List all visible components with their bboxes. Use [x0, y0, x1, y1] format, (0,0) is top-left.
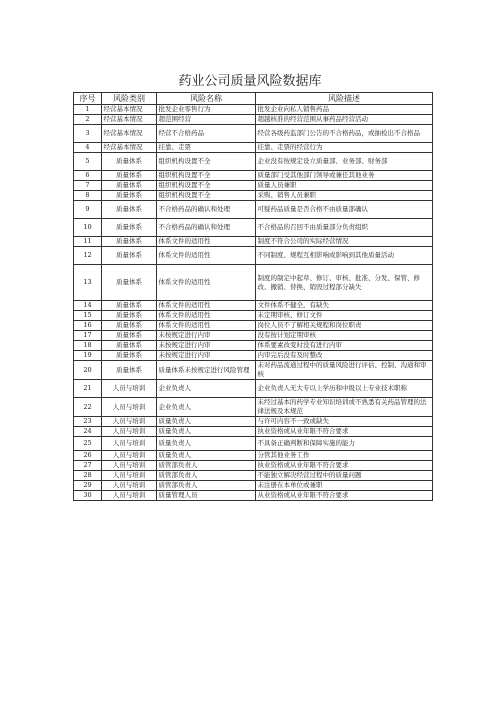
cell-type: 人员与培训	[102, 427, 157, 437]
cell-type: 人员与培训	[102, 417, 157, 427]
table-row	[74, 380, 433, 398]
header-desc: 风险描述	[256, 93, 433, 105]
cell-desc: 不能独立解决经营过程中的质量问题	[256, 471, 433, 481]
cell-desc: 制度的制定中起草、修订、审核、批准、分发、保管、修改、撤销、替换、销毁过程部分缺失	[256, 265, 433, 301]
page-title: 药业公司质量风险数据库	[178, 74, 322, 89]
cell-desc: 不合格品的召回不由质量部分负责组织	[256, 219, 433, 237]
table-header-row	[74, 93, 433, 105]
cell-desc: 不同制度、规程互相影响或影响到其他质量活动	[256, 247, 433, 265]
cell-name: 不合格药品的确认和处理	[157, 219, 256, 237]
cell-name: 挂靠、走票	[157, 143, 256, 153]
table-body	[74, 105, 433, 501]
cell-type: 质量体系	[102, 265, 157, 301]
cell-name: 批发企业零售行为	[157, 105, 256, 115]
cell-desc: 岗位人员不了解相关规程和岗位职责	[256, 321, 433, 331]
cell-type: 经营基本情况	[102, 115, 157, 125]
cell-name: 组织机构设置不全	[157, 191, 256, 201]
table-row	[74, 427, 433, 437]
cell-desc: 从业资格或从业年限不符合要求	[256, 491, 433, 501]
cell-type: 人员与培训	[102, 491, 157, 501]
cell-type: 质量体系	[102, 201, 157, 219]
cell-desc: 企业没有按规定设立质量部、业务部、财务部	[256, 153, 433, 171]
table-row	[74, 471, 433, 481]
cell-name: 组织机构设置不全	[157, 181, 256, 191]
cell-name: 体系文件的适用性	[157, 265, 256, 301]
header-no: 序号	[74, 93, 102, 105]
cell-no: 18	[74, 341, 102, 351]
cell-no: 29	[74, 481, 102, 491]
cell-type: 人员与培训	[102, 380, 157, 398]
cell-no: 30	[74, 491, 102, 501]
cell-name: 超范围经营	[157, 115, 256, 125]
cell-no: 1	[74, 105, 102, 115]
cell-no: 11	[74, 237, 102, 247]
cell-name: 体系文件的适用性	[157, 311, 256, 321]
table-row	[74, 247, 433, 265]
cell-name: 质量体系未按规定进行风险管理	[157, 361, 256, 380]
cell-desc: 采购、销售人员兼职	[256, 191, 433, 201]
cell-desc: 未定期审核、修订文件	[256, 311, 433, 321]
cell-type: 质量体系	[102, 191, 157, 201]
cell-type: 质量体系	[102, 341, 157, 351]
cell-type: 质量体系	[102, 237, 157, 247]
cell-name: 未按规定进行内审	[157, 351, 256, 361]
cell-desc: 批发企业向私人销售药品	[256, 105, 433, 115]
table-row	[74, 171, 433, 181]
table-row	[74, 437, 433, 451]
cell-type: 质量体系	[102, 311, 157, 321]
table-row	[74, 125, 433, 143]
cell-name: 质量负责人	[157, 451, 256, 461]
cell-type: 经营基本情况	[102, 105, 157, 115]
cell-no: 25	[74, 437, 102, 451]
table-row	[74, 398, 433, 417]
table-row	[74, 321, 433, 331]
cell-no: 26	[74, 451, 102, 461]
table-row	[74, 237, 433, 247]
cell-no: 10	[74, 219, 102, 237]
table-row	[74, 361, 433, 380]
cell-type: 质量体系	[102, 321, 157, 331]
table-row	[74, 201, 433, 219]
table-row	[74, 153, 433, 171]
cell-name: 体系文件的适用性	[157, 237, 256, 247]
cell-no: 19	[74, 351, 102, 361]
cell-name: 质量负责人	[157, 417, 256, 427]
table-row	[74, 191, 433, 201]
cell-no: 21	[74, 380, 102, 398]
cell-type: 质量体系	[102, 301, 157, 311]
cell-type: 人员与培训	[102, 481, 157, 491]
cell-type: 经营基本情况	[102, 125, 157, 143]
cell-name: 未按规定进行内审	[157, 331, 256, 341]
cell-desc: 文件体系不健全，有缺失	[256, 301, 433, 311]
cell-no: 14	[74, 301, 102, 311]
cell-no: 6	[74, 171, 102, 181]
cell-type: 经营基本情况	[102, 143, 157, 153]
cell-no: 16	[74, 321, 102, 331]
cell-name: 体系文件的适用性	[157, 321, 256, 331]
table-row	[74, 143, 433, 153]
cell-desc: 内审完后没有及时整改	[256, 351, 433, 361]
cell-desc: 未注册在本单位或兼职	[256, 481, 433, 491]
cell-desc: 未经过基本的药学专业知识培训或不熟悉有关药品管理的法律法规及本规范	[256, 398, 433, 417]
cell-no: 22	[74, 398, 102, 417]
cell-type: 质量体系	[102, 247, 157, 265]
cell-no: 17	[74, 331, 102, 341]
table-row	[74, 491, 433, 501]
cell-type: 质量体系	[102, 361, 157, 380]
cell-desc: 企业负责人无大专以上学历和中级以上专业技术职称	[256, 380, 433, 398]
cell-desc: 可疑药品质量是否合格不由质量部确认	[256, 201, 433, 219]
risk-table	[73, 92, 433, 501]
table-row	[74, 265, 433, 301]
cell-no: 12	[74, 247, 102, 265]
cell-type: 质量体系	[102, 219, 157, 237]
cell-no: 3	[74, 125, 102, 143]
cell-name: 组织机构设置不全	[157, 171, 256, 181]
table-row	[74, 331, 433, 341]
cell-desc: 挂靠、走票的经营行为	[256, 143, 433, 153]
cell-name: 质管部负责人	[157, 481, 256, 491]
cell-desc: 经营各级药监部门公告的不合格药品，或抽检出不合格品	[256, 125, 433, 143]
cell-name: 质管部负责人	[157, 461, 256, 471]
cell-no: 24	[74, 427, 102, 437]
cell-desc: 执业资格或从业年限不符合要求	[256, 461, 433, 471]
cell-name: 企业负责人	[157, 398, 256, 417]
cell-name: 不合格药品的确认和处理	[157, 201, 256, 219]
cell-name: 体系文件的适用性	[157, 247, 256, 265]
table-row	[74, 115, 433, 125]
table-row	[74, 461, 433, 471]
table-row	[74, 105, 433, 115]
cell-no: 23	[74, 417, 102, 427]
cell-type: 质量体系	[102, 351, 157, 361]
table-row	[74, 351, 433, 361]
cell-no: 7	[74, 181, 102, 191]
cell-no: 28	[74, 471, 102, 481]
cell-name: 质量管理人员	[157, 491, 256, 501]
header-name: 风险名称	[157, 93, 256, 105]
table-row	[74, 301, 433, 311]
cell-name: 经营不合格药品	[157, 125, 256, 143]
cell-name: 未按规定进行内审	[157, 341, 256, 351]
cell-desc: 未对药品流通过程中的质量风险进行评估、控制、沟通和审核	[256, 361, 433, 380]
cell-no: 9	[74, 201, 102, 219]
cell-desc: 没有按计划定期审核	[256, 331, 433, 341]
cell-no: 13	[74, 265, 102, 301]
cell-type: 质量体系	[102, 171, 157, 181]
cell-no: 2	[74, 115, 102, 125]
table-row	[74, 181, 433, 191]
table-row	[74, 417, 433, 427]
cell-type: 质量体系	[102, 181, 157, 191]
cell-name: 企业负责人	[157, 380, 256, 398]
cell-no: 5	[74, 153, 102, 171]
table-row	[74, 311, 433, 321]
cell-no: 20	[74, 361, 102, 380]
cell-desc: 质量部门受其他部门领导或兼任其他业务	[256, 171, 433, 181]
cell-type: 人员与培训	[102, 437, 157, 451]
cell-name: 质管部负责人	[157, 471, 256, 481]
cell-desc: 分管其他业务工作	[256, 451, 433, 461]
table-row	[74, 219, 433, 237]
cell-desc: 执业资格或从业年限不符合要求	[256, 427, 433, 437]
cell-desc: 与许可内容不一致或缺失	[256, 417, 433, 427]
table-row	[74, 451, 433, 461]
cell-desc: 不具备正确判断和保障实施的能力	[256, 437, 433, 451]
cell-name: 组织机构设置不全	[157, 153, 256, 171]
cell-no: 27	[74, 461, 102, 471]
header-type: 风险类别	[102, 93, 157, 105]
cell-type: 人员与培训	[102, 461, 157, 471]
cell-no: 4	[74, 143, 102, 153]
table-row	[74, 341, 433, 351]
cell-name: 体系文件的适用性	[157, 301, 256, 311]
table-row	[74, 481, 433, 491]
cell-type: 质量体系	[102, 331, 157, 341]
cell-type: 人员与培训	[102, 471, 157, 481]
cell-name: 质量负责人	[157, 437, 256, 451]
cell-type: 质量体系	[102, 153, 157, 171]
cell-no: 15	[74, 311, 102, 321]
cell-type: 人员与培训	[102, 451, 157, 461]
cell-desc: 体系要素改变时没有进行内审	[256, 341, 433, 351]
cell-desc: 制度不符合公司的实际经营情况	[256, 237, 433, 247]
cell-type: 人员与培训	[102, 398, 157, 417]
cell-name: 质量负责人	[157, 427, 256, 437]
cell-no: 8	[74, 191, 102, 201]
cell-desc: 质量人员兼职	[256, 181, 433, 191]
cell-desc: 超越核准的经营范围从事药品经营活动	[256, 115, 433, 125]
